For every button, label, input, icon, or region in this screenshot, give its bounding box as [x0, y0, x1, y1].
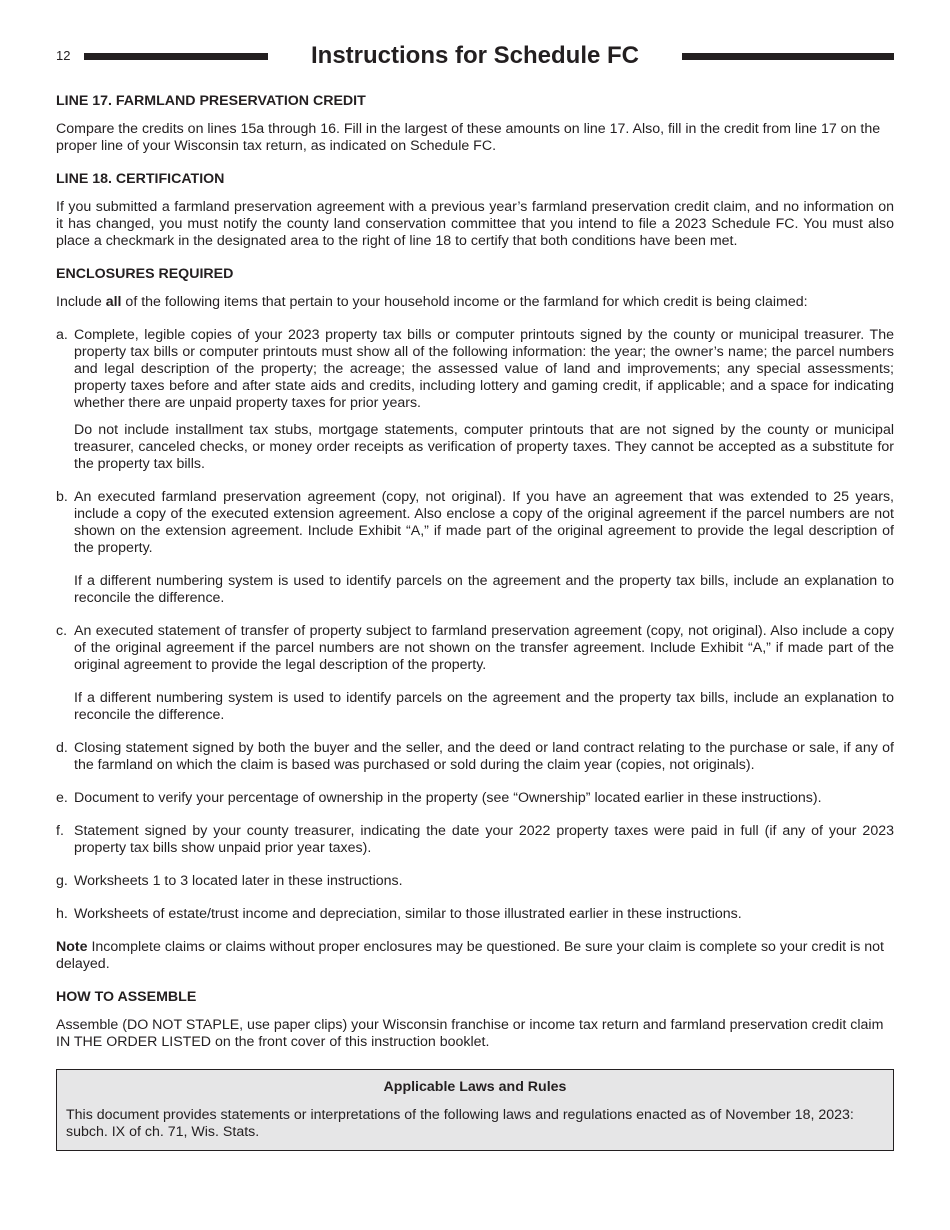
list-item-text: Worksheets 1 to 3 located later in these instructions.: [74, 873, 403, 889]
section-heading: ENCLOSURES REQUIRED: [56, 266, 234, 282]
laws-text: This document provides statements or interpretations of the following laws and regulations enacted as of November 18, 2023: subch. IX of ch. 71, Wis. Stats.: [66, 1107, 854, 1140]
list-item-text: Statement signed by your county treasurer, indicating the date your 2022 property taxes were paid in full (if any of your 2023 property tax bills show unpaid prior year taxes).: [74, 823, 894, 856]
list-item: [56, 327, 894, 473]
intro-text: Include: [56, 294, 106, 310]
section-heading: HOW TO ASSEMBLE: [56, 989, 197, 1005]
section-text: If you submitted a farmland preservation agreement with a previous year’s farmland preservation credit claim, and no information on it has changed, you must notify the county land conservation committee that you intend to file a 2023 Schedule FC. You must also place a checkmark in the designated area to the right of line 18 to certify that both conditions have been met.: [56, 199, 894, 249]
list-letter: h.: [56, 906, 68, 922]
page-content: [56, 93, 894, 1151]
list-item: [56, 740, 894, 774]
list-letter: g.: [56, 873, 68, 889]
enclosures-intro: [56, 294, 894, 311]
list-letter: f.: [56, 823, 64, 839]
section-line-18: [56, 171, 894, 250]
list-item-text: An executed statement of transfer of property subject to farmland preservation agreement (copy, not original). Also include a copy of the original agreement if the parcel numbers are not shown on the transfer agreement. Include Exhibit “A,” if made part of the original agreement to provide the legal description of the property.: [74, 623, 894, 673]
page-number: 12: [56, 48, 71, 63]
list-item: [56, 623, 894, 724]
list-item-text: Worksheets of estate/trust income and depreciation, similar to those illustrated earlier in these instructions.: [74, 906, 742, 922]
list-item-text: Closing statement signed by both the buyer and the seller, and the deed or land contract relating to the purchase or sale, if any of the farmland on which the claim is based was purchased or sold during the claim year (copies, not originals).: [74, 740, 894, 773]
section-line-17: [56, 93, 894, 155]
intro-text: of the following items that pertain to your household income or the farmland for which credit is being claimed:: [121, 294, 808, 310]
list-letter: a.: [56, 327, 68, 343]
list-item-text: If a different numbering system is used to identify parcels on the agreement and the property tax bills, include an explanation to reconcile the difference.: [74, 573, 894, 606]
page-header: [56, 40, 894, 74]
list-item: [56, 790, 894, 807]
list-item-text: Do not include installment tax stubs, mortgage statements, computer printouts that are not signed by the county or municipal treasurer, canceled checks, or money order receipts as verification of property taxes. They cannot be accepted as a substitute for the property tax bills.: [74, 422, 894, 472]
intro-emphasis: all: [105, 294, 122, 310]
list-letter: d.: [56, 740, 68, 756]
page-title: Instructions for Schedule FC: [310, 42, 640, 69]
note-label: Note: [56, 939, 88, 955]
list-item-text: Complete, legible copies of your 2023 property tax bills or computer printouts signed by the county or municipal treasurer. The property tax bills or computer printouts must show all of the following information: the year; the owner’s name; the parcel numbers and legal description of the property; the acreage; the assessed value of land and improvements; any special assessments; property taxes before and after state aids and credits, including lottery and gaming credit, if applicable; and a space for indicating whether there are unpaid property taxes for prior years.: [74, 327, 894, 411]
header-rule-left: [84, 53, 268, 60]
section-enclosures: [56, 266, 894, 973]
enclosure-list: [56, 327, 894, 923]
list-letter: c.: [56, 623, 68, 639]
laws-title: Applicable Laws and Rules: [383, 1079, 567, 1095]
section-how-to-assemble: [56, 989, 894, 1051]
enclosures-note: [56, 939, 894, 973]
list-item: [56, 489, 894, 607]
header-rule-right: [682, 53, 894, 60]
note-text: Incomplete claims or claims without proper enclosures may be questioned. Be sure your claim is complete so your credit is not delayed.: [56, 939, 884, 972]
applicable-laws-box: [56, 1069, 894, 1151]
list-item: [56, 873, 894, 890]
list-item-text: If a different numbering system is used to identify parcels on the agreement and the property tax bills, include an explanation to reconcile the difference.: [74, 690, 894, 723]
list-letter: e.: [56, 790, 68, 806]
list-letter: b.: [56, 489, 68, 505]
list-item: [56, 823, 894, 857]
list-item-text: An executed farmland preservation agreement (copy, not original). If you have an agreement that was extended to 25 years, include a copy of the executed extension agreement. Also enclose a copy of the original agreement if the parcel numbers are not shown on the extension agreement. Include Exhibit “A,” if made part of the original agreement to provide the legal description of the property.: [74, 489, 894, 556]
section-text: Assemble (DO NOT STAPLE, use paper clips) your Wisconsin franchise or income tax return and farmland preservation credit claim IN THE ORDER LISTED on the front cover of this instruction booklet.: [56, 1017, 884, 1050]
section-text: Compare the credits on lines 15a through 16. Fill in the largest of these amounts on line 17. Also, fill in the credit from line 17 on the proper line of your Wisconsin tax return, as indicated on Schedule FC.: [56, 121, 881, 154]
section-heading: LINE 18. CERTIFICATION: [56, 171, 225, 187]
section-heading: LINE 17. FARMLAND PRESERVATION CREDIT: [56, 93, 366, 109]
list-item: [56, 906, 894, 923]
list-item-text: Document to verify your percentage of ownership in the property (see “Ownership” located earlier in these instructions).: [74, 790, 822, 806]
